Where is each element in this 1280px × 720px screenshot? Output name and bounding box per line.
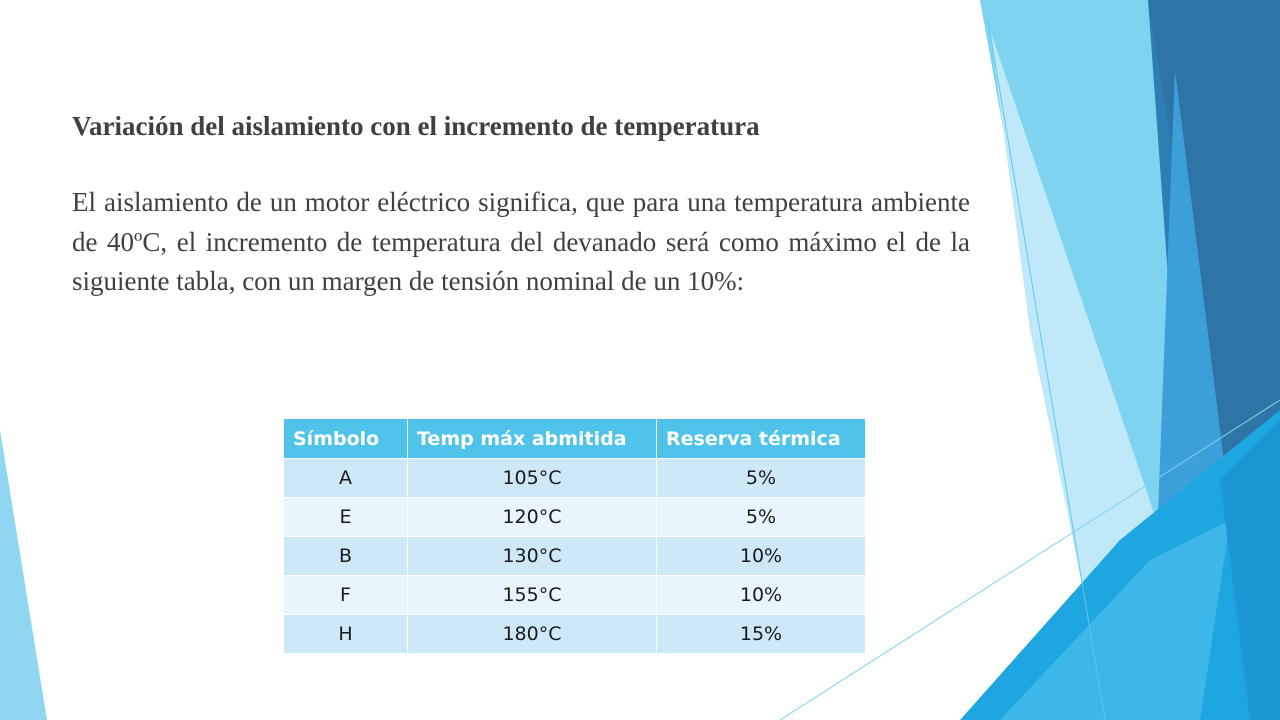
cell-max-temp: 130°C bbox=[408, 537, 657, 576]
cell-max-temp: 155°C bbox=[408, 576, 657, 615]
table-row bbox=[284, 615, 866, 654]
header-max-temp: Temp máx abmitida bbox=[408, 419, 657, 459]
left-facet bbox=[0, 430, 47, 720]
header-thermal-reserve: Reserva térmica bbox=[657, 419, 866, 459]
cell-symbol: A bbox=[284, 459, 408, 498]
cell-symbol: F bbox=[284, 576, 408, 615]
cell-symbol: B bbox=[284, 537, 408, 576]
cell-thermal-reserve: 10% bbox=[657, 576, 866, 615]
cell-symbol: E bbox=[284, 498, 408, 537]
cell-symbol: H bbox=[284, 615, 408, 654]
table-row bbox=[284, 459, 866, 498]
header-symbol: Símbolo bbox=[284, 419, 408, 459]
slide-heading: Variación del aislamiento con el incremento de temperatura bbox=[72, 111, 760, 141]
cell-max-temp: 105°C bbox=[408, 459, 657, 498]
table-header-row bbox=[284, 419, 866, 459]
cell-thermal-reserve: 15% bbox=[657, 615, 866, 654]
table-row bbox=[284, 537, 866, 576]
slide-paragraph: El aislamiento de un motor eléctrico significa, que para una temperatura ambiente de 40ºC, el incremento de temperatura del devanado será como máximo el de la siguiente tabla, con un margen de tensión nominal de un 10%: bbox=[72, 187, 970, 296]
table-row bbox=[284, 576, 866, 615]
cell-max-temp: 120°C bbox=[408, 498, 657, 537]
table-row bbox=[284, 498, 866, 537]
cell-max-temp: 180°C bbox=[408, 615, 657, 654]
cell-thermal-reserve: 10% bbox=[657, 537, 866, 576]
cell-thermal-reserve: 5% bbox=[657, 498, 866, 537]
insulation-table bbox=[283, 418, 866, 654]
cell-thermal-reserve: 5% bbox=[657, 459, 866, 498]
